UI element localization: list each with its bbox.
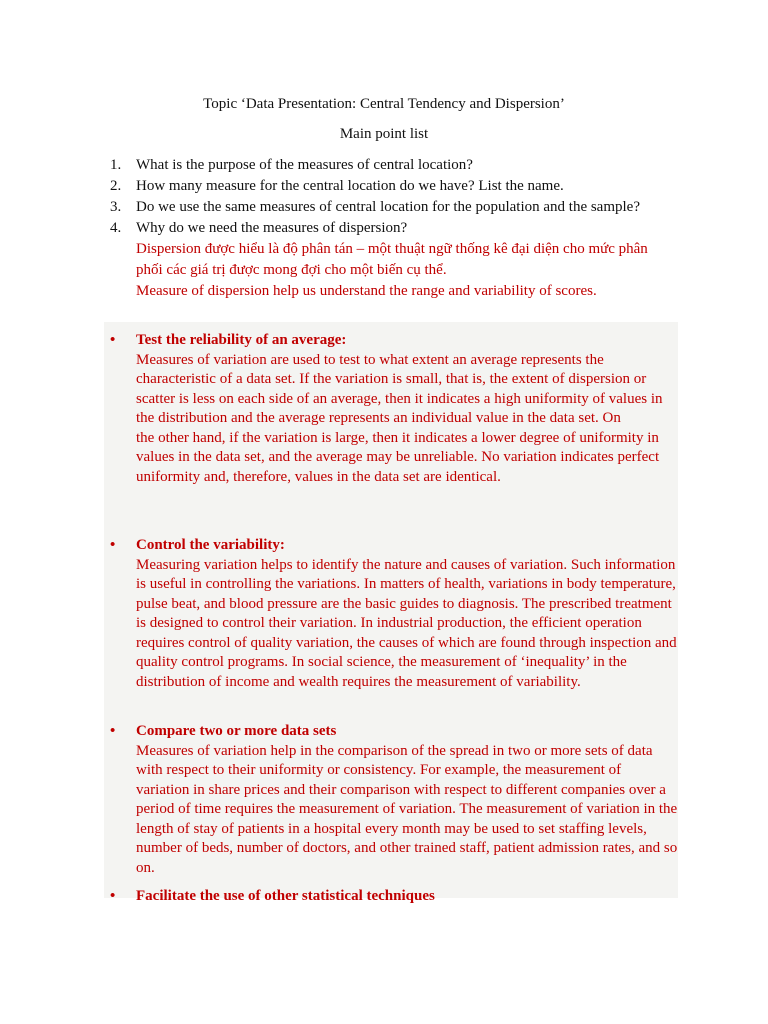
reasons-list [110,331,678,907]
question-text: Why do we need the measures of dispersion? [136,220,408,236]
question-item [110,176,650,197]
reason-heading: Control the variability: [136,537,285,553]
document-title: Topic ‘Data Presentation: Central Tendency and Dispersion’ [203,96,565,112]
question-text: Do we use the same measures of central location for the population and the sample? [136,199,640,215]
reason-heading: Compare two or more data sets [136,723,337,739]
reason-paragraph: Measures of variation are used to test to what extent an average represents the characteristic of a data set. If the variation is small, that is, the extent of dispersion or scatter is less on each side of an average, then it indicates a high uniformity of values in the distribution and the average represents an individual value in the data set. On [136,351,663,426]
reason-item [110,536,678,722]
question-number: 3. [110,199,122,215]
bullet-icon: • [110,537,116,553]
question-item [110,218,650,302]
reason-paragraph: the other hand, if the variation is large, then it indicates a lower degree of uniformity in values in the data set, and the average may be unreliable. No variation indicates perfect uniformity and, therefore, values in the data set are identical. [136,429,660,485]
note-english: Measure of dispersion help us understand the range and variability of scores. [136,283,597,299]
question-item [110,197,650,218]
question-number: 1. [110,157,122,173]
note-vietnamese: Dispersion được hiểu là độ phân tán – một thuật ngữ thống kê đại diện cho mức phân phối các giá trị được mong đợi cho một biến cụ thể. [136,241,648,278]
question-list [110,155,650,302]
reason-heading: Facilitate the use of other statistical techniques [136,888,435,904]
reason-heading: Test the reliability of an average: [136,332,347,348]
question-number: 4. [110,220,122,236]
question-text: What is the purpose of the measures of central location? [136,157,473,173]
reason-item [110,887,678,907]
bullet-icon: • [110,723,116,739]
bullet-icon: • [110,332,116,348]
question-text: How many measure for the central location do we have? List the name. [136,178,564,194]
reason-paragraph: Measures of variation help in the comparison of the spread in two or more sets of data with respect to their uniformity or consistency. For example, the measurement of variation in share prices and their comparison with respect to different companies over a period of time requires the measurement of variation. The measurement of variation in the length of stay of patients in a hospital every month may be used to set staffing levels, number of beds, number of doctors, and other trained staff, patient admission rates, and so on. [136,742,678,876]
reason-item [110,722,678,887]
document-subtitle: Main point list [339,126,429,142]
reason-paragraph: Measuring variation helps to identify the nature and causes of variation. Such information is useful in controlling the variations. In matters of health, variations in body temperature, pulse beat, and blood pressure are the basic guides to diagnosis. The prescribed treatment is designed to control their variation. In industrial production, the efficient operation requires control of quality variation, the causes of which are found through inspection and quality control programs. In social science, the measurement of ‘inequality’ in the distribution of income and wealth requires the measurement of variability. [136,556,677,690]
question-number: 2. [110,178,122,194]
bullet-icon: • [110,888,116,904]
question-item [110,155,650,176]
reason-item [110,331,678,536]
